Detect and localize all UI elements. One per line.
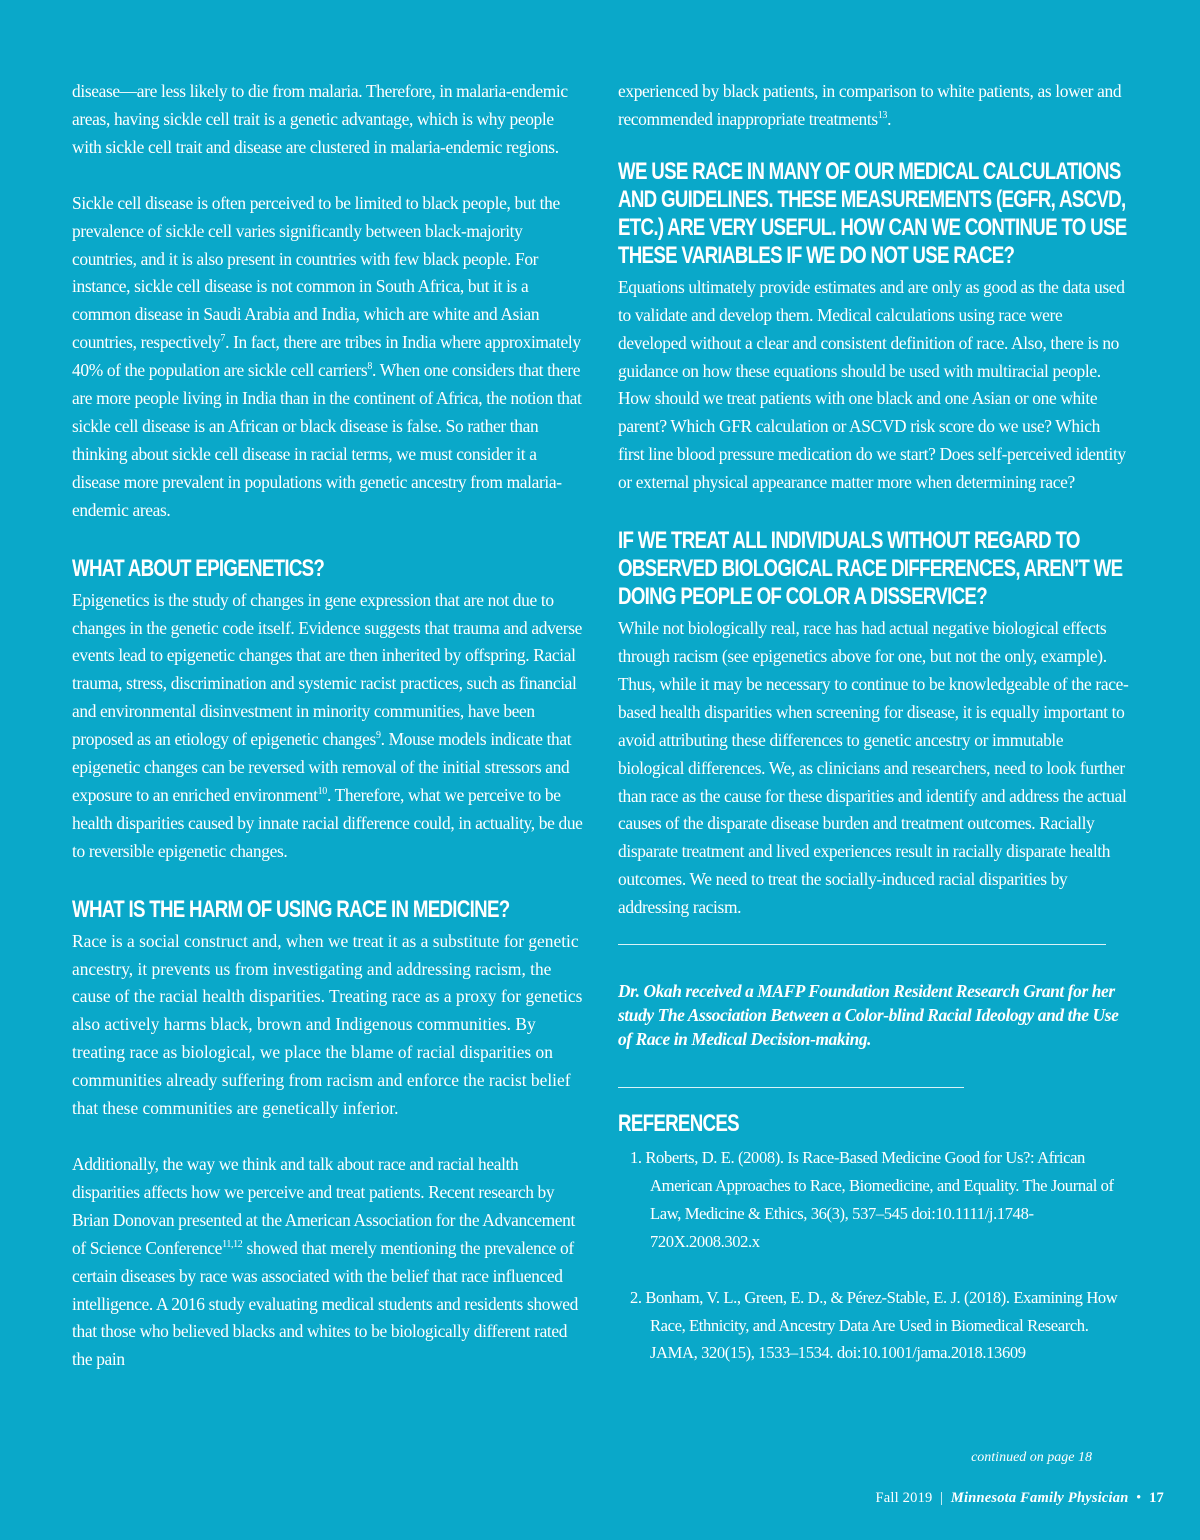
- body-paragraph: disease—are less likely to die from malaria. Therefore, in malaria-endemic areas, having sickle cell trait is a genetic advantage, which is why people with sickle cell trait and disease are clustered in malaria-endemic regions.: [72, 81, 568, 157]
- body-paragraph: While not biologically real, race has had actual negative biological effects through racism (see epigenetics above for one, but not the only, example). Thus, while it may be necessary to continue to be knowledgeable of the race-based health disparities when screening for disease, it is equally important to avoid attributing these differences to genetic ancestry or immutable biological differences. We, as clinicians and researchers, need to look further than race as the cause for these disparities and identify and address the actual causes of the disparate disease burden and treatment outcomes. Racially disparate treatment and lived experiences result in racially disparate health outcomes. We need to treat the socially-induced racial disparities by addressing racism.: [618, 618, 1129, 918]
- body-paragraph: [618, 78, 1130, 134]
- citation-superscript: 7: [220, 333, 226, 345]
- citation-superscript: 11,12: [222, 1238, 243, 1250]
- citation-superscript: 13: [877, 110, 888, 122]
- text-run: . In fact, there are tribes in India where approximately 40% of the population are sickle cell carriers: [72, 332, 581, 381]
- references-list: [618, 1144, 1130, 1367]
- body-paragraph: [72, 587, 584, 866]
- section-heading-epigenetics: WHAT ABOUT EPIGENETICS?: [72, 554, 325, 582]
- text-run: Sickle cell disease is often perceived to be limited to black people, but the prevalence of sickle cell varies significantly between black-majority countries, and it is also present in countries with few black people. For instance, sickle cell disease is not common in South Africa, but it is a common disease in Saudi Arabia and India, which are white and Asian countries, respectively: [72, 192, 560, 353]
- footer-bullet: •: [1136, 1490, 1142, 1506]
- divider: [618, 1087, 964, 1088]
- page-number: 17: [1149, 1490, 1164, 1506]
- text-run: Additionally, the way we think and talk about race and racial health disparities affects how we perceive and treat patients. Recent research by Brian Donovan presented at the American Association for the Advancement of Science Conference: [72, 1154, 575, 1258]
- reference-item: 2. Bonham, V. L., Green, E. D., & Pérez-Stable, E. J. (2018). Examining How Race, Ethnicity, and Ancestry Data Are Used in Biomedical Research. JAMA, 320(15), 1533–1534. doi:10.1001/jama.2018.13609: [630, 1287, 1118, 1363]
- left-column: [72, 78, 584, 1374]
- references-heading: REFERENCES: [618, 1110, 739, 1138]
- reference-item: 1. Roberts, D. E. (2008). Is Race-Based Medicine Good for Us?: African American Approaches to Race, Biomedicine, and Equality. The Journal of Law, Medicine & Ethics, 36(3), 537–545 doi:10.1111/j.1748-720X.2008.302.x: [630, 1148, 1114, 1251]
- body-paragraph: [72, 190, 584, 525]
- issue-date: Fall 2019: [875, 1490, 933, 1506]
- text-run: . Therefore, what we perceive to be health disparities caused by innate racial difference could, in actuality, be due to reversible epigenetic changes.: [72, 784, 583, 861]
- magazine-title: Minnesota Family Physician: [950, 1490, 1129, 1506]
- continued-note: continued on page 18: [971, 1450, 1092, 1465]
- right-column: [618, 78, 1130, 1367]
- section-heading-calculations: WE USE RACE IN MANY OF OUR MEDICAL CALCULATIONS AND GUIDELINES. THESE MEASUREMENTS (EGFR, ASCVD, ETC.) ARE VERY USEFUL. HOW CAN WE CONTINUE TO USE THESE VARIABLES IF WE DO NOT USE RACE?: [618, 157, 1127, 269]
- text-run: experienced by black patients, in comparison to white patients, as lower and recommended inappropriate treatments: [618, 81, 1122, 129]
- text-run: . Mouse models indicate that epigenetic changes can be reversed with removal of the initial stressors and exposure to an enriched environment: [72, 729, 572, 805]
- body-paragraph: Race is a social construct and, when we treat it as a substitute for genetic ancestry, it prevents us from investigating and addressing racism, the cause of the racial health disparities. Treating race as a proxy for genetics also actively harms black, brown and Indigenous communities. By treating race as biological, we place the blame of racial disparities on communities already suffering from racism and enforce the racist belief that these communities are genetically inferior.: [72, 930, 583, 1119]
- text-run: . When one considers that there are more people living in India than in the continent of Africa, the notion that sickle cell disease is an African or black disease is false. So rather than thinking about sickle cell disease in racial terms, we must consider it a disease more prevalent in populations with genetic ancestry from malaria-endemic areas.: [72, 360, 582, 520]
- citation-superscript: 10: [317, 786, 327, 798]
- text-run: showed that merely mentioning the prevalence of certain diseases by race was associated with the belief that race influenced intelligence. A 2016 study evaluating medical students and residents showed that those who believed blacks and whites to be biologically different rated the pain: [72, 1237, 578, 1370]
- section-heading-harm: WHAT IS THE HARM OF USING RACE IN MEDICINE?: [72, 895, 510, 923]
- text-run: Epigenetics is the study of changes in gene expression that are not due to changes in the genetic code itself. Evidence suggests that trauma and adverse events lead to epigenetic changes that are then inherited by offspring. Racial trauma, stress, discrimination and systemic racist practices, such as financial and environmental disinvestment in minority communities, have been proposed as an etiology of epigenetic changes: [72, 589, 583, 750]
- section-heading-disservice: IF WE TREAT ALL INDIVIDUALS WITHOUT REGARD TO OBSERVED BIOLOGICAL RACE DIFFERENCES, AREN’T WE DOING PEOPLE OF COLOR A DISSERVICE?: [618, 527, 1123, 611]
- body-paragraph: Equations ultimately provide estimates and are only as good as the data used to validate and develop them. Medical calculations using race were developed without a clear and consistent definition of race. Also, there is no guidance on how these equations should be used with multiracial people. How should we treat patients with one black and one Asian or one white parent? Which GFR calculation or ASCVD risk score do we use? Which first line blood pressure medication do we start? Does self-perceived identity or external physical appearance matter more when determining race?: [618, 276, 1126, 493]
- divider: [618, 944, 1106, 945]
- page-footer: [875, 1490, 1164, 1507]
- citation-superscript: 8: [367, 361, 373, 373]
- text-run: .: [887, 108, 892, 129]
- footer-separator: |: [940, 1490, 944, 1506]
- citation-superscript: 9: [375, 730, 381, 742]
- body-paragraph: [72, 1151, 584, 1374]
- author-credit: Dr. Okah received a MAFP Foundation Resident Research Grant for her study The Association Between a Color-blind Racial Ideology and the Use of Race in Medical Decision-making.: [618, 981, 1119, 1050]
